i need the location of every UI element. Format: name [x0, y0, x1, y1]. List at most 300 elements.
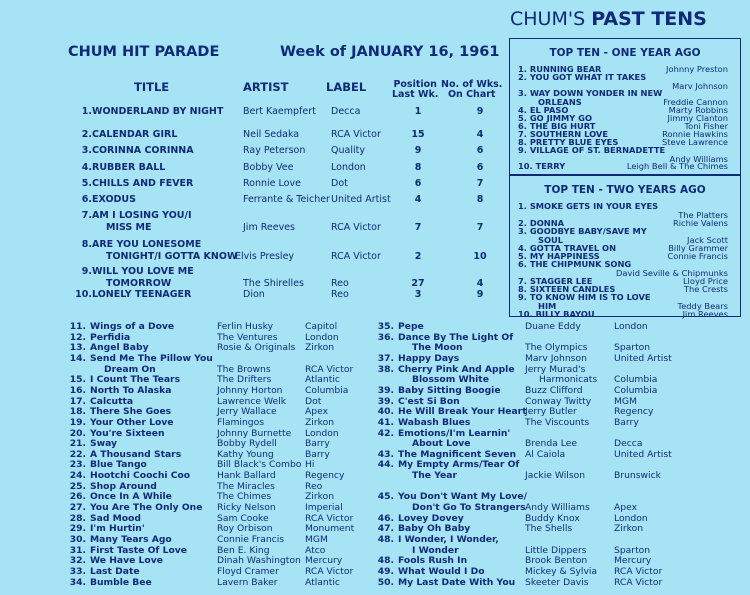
record-label: Imperial — [305, 502, 343, 514]
artist-name: Jim Reeves — [243, 222, 295, 233]
record-label: Zirkon — [305, 416, 335, 428]
rank-number: 41. — [377, 416, 394, 428]
artist-name: Johnny Burnette — [217, 427, 292, 439]
artist-name: Andy Williams — [669, 154, 728, 164]
table-row — [0, 106, 500, 122]
song-title: Wabash Blues — [398, 416, 471, 428]
rank-number: 47. — [377, 523, 394, 535]
artist-name: Dinah Washington — [217, 555, 301, 567]
weeks-on-chart: 6 — [476, 162, 484, 173]
record-label: Sparton — [614, 544, 651, 556]
rank-number: 5. — [518, 250, 527, 261]
past-ten-entry — [518, 310, 730, 319]
record-label: London — [305, 427, 339, 439]
artist-name: Flamingos — [217, 416, 265, 428]
artist-name: Marv Johnson — [672, 81, 728, 92]
song-title: My Empty Arms/Tear Of — [398, 459, 520, 471]
song-title: He Will Break Your Heart — [398, 406, 527, 418]
record-label: Dot — [305, 395, 322, 407]
rank-number: 3. — [518, 225, 527, 236]
song-title: EL PASO — [529, 104, 569, 115]
song-title: Cherry Pink And Apple — [398, 363, 515, 375]
table-row — [0, 162, 500, 178]
song-title: Blossom White — [412, 374, 489, 386]
record-label: United Artist — [331, 194, 391, 205]
weeks-on-chart: 4 — [476, 278, 484, 289]
last-week-position: 15 — [411, 129, 425, 140]
record-label: United Artist — [614, 448, 672, 460]
artist-name: Brenda Lee — [525, 438, 577, 450]
artist-name: Richie Valens — [672, 217, 728, 228]
song-title: Emotions/I'm Learnin' — [398, 427, 511, 439]
artist-name: Ronnie Hawkins — [662, 128, 728, 139]
song-title: Perfidia — [90, 331, 131, 343]
song-title: STAGGER LEE — [529, 275, 593, 286]
rank-number: 25. — [69, 480, 86, 492]
song-title: THE BIG HURT — [529, 120, 596, 131]
artist-name: Little Dippers — [525, 544, 587, 556]
rank-number: 42. — [377, 427, 394, 439]
song-title: I Count The Tears — [90, 374, 181, 386]
last-week-position: 1 — [414, 106, 422, 117]
rank-number: 11. — [69, 321, 86, 332]
song-title: Wings of a Dove — [90, 321, 175, 332]
list-item — [0, 482, 750, 493]
col-title-header: TITLE — [134, 80, 170, 94]
song-title: CHILLS AND FEVER — [92, 178, 194, 189]
rank-number: 2. — [81, 129, 92, 140]
artist-name: Jackie Wilson — [525, 470, 586, 482]
song-title: A Thousand Stars — [90, 448, 182, 460]
rank-number: 31. — [69, 544, 86, 556]
rank-number: 17. — [69, 395, 86, 407]
record-label: RCA Victor — [305, 512, 354, 524]
rank-number: 1. — [81, 106, 92, 117]
list-item — [518, 162, 730, 171]
list-item — [0, 492, 750, 503]
artist-name: Jerry Wallace — [217, 406, 277, 418]
artist-name: Dion — [243, 289, 265, 300]
list-item — [0, 322, 750, 333]
rank-number: 19. — [69, 416, 86, 428]
rank-number: 7. — [518, 128, 527, 139]
record-label: Sparton — [614, 342, 651, 354]
song-title: The Magnificent Seven — [398, 448, 517, 460]
artist-name: Ben E. King — [217, 544, 270, 556]
song-title: About Love — [412, 438, 471, 450]
rank-number: 3. — [518, 88, 527, 99]
record-label: Hi — [305, 459, 315, 471]
record-label: Barry — [614, 416, 639, 428]
last-week-position: 6 — [414, 178, 422, 189]
artist-name: Connie Francis — [217, 534, 285, 545]
record-label: RCA Victor — [331, 251, 381, 262]
song-title: WAY DOWN YONDER IN NEW — [529, 88, 663, 99]
record-label: Decca — [331, 106, 361, 117]
artist-name: David Seville & Chipmunks — [616, 268, 728, 279]
record-label: Zirkon — [305, 342, 335, 354]
record-label: RCA Victor — [305, 565, 354, 577]
rank-number: 18. — [69, 406, 86, 418]
weeks-on-chart: 9 — [476, 106, 484, 117]
rank-number: 8. — [518, 284, 527, 294]
record-label: RCA Victor — [614, 576, 663, 588]
col-label-header: LABEL — [326, 80, 367, 94]
artist-name: Jack Scott — [687, 234, 728, 245]
artist-name: Ferrante & Teicher — [243, 194, 330, 205]
artist-name: Johnny Horton — [217, 384, 283, 396]
weeks-on-chart: 10 — [473, 251, 487, 262]
rank-number: 29. — [69, 523, 86, 535]
week-label: Week of JANUARY 16, 1961 — [280, 44, 500, 60]
table-row — [0, 145, 500, 161]
record-label: Reo — [305, 480, 323, 492]
song-title: PRETTY BLUE EYES — [529, 136, 619, 147]
rank-number: 8. — [518, 136, 527, 147]
artist-name: Bill Black's Combo — [217, 459, 302, 471]
rank-number: 39. — [377, 384, 394, 396]
rank-number: 6. — [81, 194, 92, 205]
artist-name: Elvis Presley — [235, 251, 295, 262]
artist-name: Kathy Young — [217, 448, 274, 460]
brand-suffix: PAST TENS — [591, 8, 707, 30]
record-label: Atco — [305, 544, 326, 556]
song-title: ARE YOU LONESOME — [92, 239, 202, 250]
record-label: Mercury — [305, 555, 343, 567]
song-title: Shop Around — [90, 480, 157, 492]
artist-name: Marv Johnson — [525, 352, 587, 364]
rank-number: 45. — [377, 491, 394, 503]
rank-number: 10. — [518, 161, 533, 172]
last-week-position: 7 — [414, 222, 422, 233]
rank-number: 4. — [518, 104, 527, 115]
artist-name: The Shirelles — [243, 278, 304, 289]
song-title: Sad Mood — [90, 512, 141, 524]
artist-name: Leigh Bell & The Chimes — [626, 161, 728, 172]
song-title: LONELY TEENAGER — [92, 289, 192, 300]
artist-name: Lawrence Welk — [217, 395, 287, 407]
one-year-ago-heading: TOP TEN - ONE YEAR AGO — [549, 47, 701, 59]
song-title: CORINNA CORINNA — [92, 145, 194, 156]
rank-number: 40. — [377, 406, 394, 418]
artist-name: The Platters — [678, 210, 728, 220]
brand-prefix: CHUM'S — [510, 8, 586, 30]
song-title: I Wonder — [412, 544, 459, 556]
parade-title: CHUM HIT PARADE — [68, 44, 220, 60]
rank-number: 14. — [69, 352, 86, 364]
rank-number: 20. — [69, 427, 86, 439]
rank-number: 4. — [81, 162, 92, 173]
list-item — [0, 418, 750, 429]
record-label: Barry — [305, 438, 330, 450]
rank-number: 33. — [69, 565, 86, 577]
table-row — [0, 239, 500, 262]
song-title: Fools Rush In — [398, 555, 468, 567]
song-title: Angel Baby — [90, 342, 149, 354]
weeks-on-chart: 9 — [476, 289, 484, 300]
artist-name: Freddie Cannon — [663, 97, 728, 108]
rank-number: 38. — [377, 363, 394, 375]
list-item — [518, 310, 730, 319]
song-title: You Don't Want My Love/ — [398, 491, 527, 503]
rank-number: 1. — [518, 64, 527, 74]
weeks-on-chart: 4 — [476, 129, 484, 140]
table-row — [0, 289, 500, 305]
list-item — [0, 567, 750, 578]
artist-name: Johnny Preston — [666, 64, 728, 74]
rank-number: 10. — [518, 308, 533, 319]
rank-number: 24. — [69, 470, 86, 482]
record-label: RCA Victor — [614, 565, 663, 577]
record-label: Reo — [331, 289, 349, 300]
record-label: Columbia — [305, 384, 349, 396]
artist-name: The Crests — [683, 284, 728, 294]
artist-name: The Olympics — [525, 342, 588, 354]
song-title: Don't Go To Strangers — [412, 502, 526, 514]
record-label: Apex — [305, 406, 329, 418]
rank-number: 5. — [81, 178, 92, 189]
song-title: You Are The Only One — [90, 502, 203, 514]
rank-number: 30. — [69, 534, 86, 545]
last-week-position: 8 — [414, 162, 422, 173]
rank-number: 6. — [518, 120, 527, 131]
song-title: Blue Tango — [90, 459, 147, 471]
artist-name: Mickey & Sylvia — [525, 565, 598, 577]
rank-number: 35. — [377, 321, 394, 332]
artist-name: Jerry Murad's — [525, 363, 586, 375]
rank-number: 8. — [81, 239, 92, 250]
record-label: London — [614, 512, 648, 524]
rank-number: 49. — [377, 565, 394, 577]
past-ten-entry — [518, 162, 730, 171]
list-item — [0, 386, 750, 397]
song-title: WONDERLAND BY NIGHT — [92, 106, 224, 117]
two-years-ago-box — [509, 175, 741, 317]
record-label: Monument — [305, 523, 355, 535]
artist-name: Neil Sedaka — [243, 129, 300, 140]
rank-number: 32. — [69, 555, 86, 567]
song-title: AM I LOSING YOU/I — [92, 210, 192, 221]
song-title: Last Date — [90, 565, 140, 577]
rank-number: 4. — [518, 242, 527, 253]
record-label: RCA Victor — [331, 222, 381, 233]
record-label: Barry — [305, 448, 330, 460]
record-label: London — [614, 321, 648, 332]
artist-name: Buddy Knox — [525, 512, 580, 524]
artist-name: Brook Benton — [525, 555, 588, 567]
last-week-position: 3 — [414, 289, 422, 300]
artist-name: The Ventures — [217, 331, 278, 343]
song-title: GOTTA TRAVEL ON — [529, 242, 617, 253]
song-title: First Taste Of Love — [90, 544, 187, 556]
record-label: Decca — [614, 438, 643, 450]
song-title: C'est Si Bon — [398, 395, 460, 407]
weeks-on-chart: 8 — [476, 194, 484, 205]
song-title: North To Alaska — [90, 384, 172, 396]
song-title: DONNA — [529, 217, 565, 228]
artist-name: Hank Ballard — [217, 470, 276, 482]
weeks-on-chart: 6 — [476, 145, 484, 156]
record-label: Columbia — [614, 384, 658, 396]
rank-number: 43. — [377, 448, 394, 460]
table-row — [0, 210, 500, 233]
rank-number: 9. — [518, 292, 527, 303]
rank-number: 39. — [377, 395, 394, 407]
song-title: VILLAGE OF ST. BERNADETTE — [529, 145, 666, 155]
rank-number: 5. — [518, 112, 527, 123]
artist-name: Lloyd Price — [682, 275, 728, 286]
weeks-on-chart: 7 — [476, 178, 484, 189]
record-label: Apex — [614, 502, 638, 514]
song-title-continued: MISS ME — [106, 222, 152, 233]
record-label: United Artist — [614, 352, 672, 364]
song-title: TO KNOW HIM IS TO LOVE — [529, 292, 651, 303]
rank-number: 36. — [377, 331, 394, 343]
song-title: Many Tears Ago — [90, 534, 172, 545]
record-label: Zirkon — [305, 491, 335, 503]
col-weeks-header: No. of Wks. On Chart — [441, 79, 503, 100]
record-label: Dot — [331, 178, 348, 189]
song-title: GO JIMMY GO — [529, 112, 593, 123]
song-title: RUNNING BEAR — [529, 64, 602, 74]
rank-number: 44. — [377, 459, 394, 471]
song-title: WILL YOU LOVE ME — [92, 266, 194, 277]
rank-number: 9. — [81, 266, 92, 277]
song-title: RUBBER BALL — [92, 162, 166, 173]
song-title: TERRY — [535, 161, 566, 172]
table-row — [0, 129, 500, 145]
song-title: Send Me The Pillow You — [90, 352, 213, 364]
rank-number: 7. — [81, 210, 92, 221]
artist-name: Sam Cooke — [217, 512, 269, 524]
rank-number: 28. — [69, 512, 86, 524]
last-week-position: 27 — [411, 278, 425, 289]
record-label: Quality — [331, 145, 365, 156]
record-label: Brunswick — [614, 470, 661, 482]
two-years-ago-heading: TOP TEN - TWO YEARS AGO — [544, 184, 706, 196]
song-title: What Would I Do — [398, 565, 485, 577]
rank-number: 2. — [518, 217, 527, 228]
rank-number: 34. — [69, 576, 86, 588]
song-title: EXODUS — [92, 194, 136, 205]
artist-name: Al Caiola — [525, 448, 566, 460]
song-title: Bumble Bee — [90, 576, 152, 588]
record-label: Capitol — [305, 321, 338, 332]
list-item — [0, 471, 750, 482]
song-title: Your Other Love — [90, 416, 174, 428]
rank-number: 23. — [69, 459, 86, 471]
artist-name: Ricky Nelson — [217, 502, 276, 514]
song-title: Lovey Dovey — [398, 512, 464, 524]
rank-number: 26. — [69, 491, 86, 503]
list-item — [0, 578, 750, 589]
song-title: The Moon — [412, 342, 463, 354]
artist-name: Roy Orbison — [217, 523, 273, 535]
song-title: Sway — [90, 438, 118, 450]
rank-number: 16. — [69, 384, 86, 396]
artist-name: Ronnie Love — [243, 178, 301, 189]
artist-name: Billy Grammer — [668, 242, 728, 253]
song-title: I'm Hurtin' — [90, 523, 145, 535]
record-label: RCA Victor — [331, 129, 381, 140]
record-label: London — [331, 162, 366, 173]
artist-name: The Miracles — [217, 480, 275, 492]
record-label: RCA Victor — [305, 363, 354, 375]
artist-name: Bobby Rydell — [217, 438, 277, 450]
artist-name: Ray Peterson — [243, 145, 306, 156]
artist-name: The Shells — [525, 523, 573, 535]
record-label: Regency — [305, 470, 345, 482]
rank-number: 13. — [69, 342, 86, 354]
last-week-position: 9 — [414, 145, 422, 156]
song-title: SMOKE GETS IN YOUR EYES — [529, 201, 659, 211]
artist-name: The Chimes — [217, 491, 272, 503]
record-label: Reo — [331, 278, 349, 289]
list-item — [0, 354, 750, 365]
artist-name: Skeeter Davis — [525, 576, 589, 588]
song-title: Pepe — [398, 321, 424, 332]
rank-number: 22. — [69, 448, 86, 460]
rank-number: 2. — [518, 72, 527, 83]
col-artist-header: ARTIST — [243, 80, 289, 94]
last-week-position: 2 — [414, 251, 422, 262]
artist-name: Andy Williams — [525, 502, 590, 514]
artist-name: Duane Eddy — [525, 321, 581, 332]
rank-number: 37. — [377, 352, 394, 364]
record-label: Zirkon — [614, 523, 644, 535]
rank-number: 1. — [518, 201, 527, 211]
record-label: Atlantic — [305, 576, 340, 588]
rank-number: 10. — [75, 289, 92, 300]
rank-number: 46. — [377, 512, 394, 524]
artist-name: The Browns — [217, 363, 271, 375]
rank-number: 15. — [69, 374, 86, 386]
artist-name: Buzz Clifford — [525, 384, 583, 396]
artist-name: Harmonicats — [539, 374, 598, 386]
artist-name: Bobby Vee — [243, 162, 294, 173]
record-label: Mercury — [614, 555, 652, 567]
song-title: Calcutta — [90, 395, 134, 407]
artist-name: The Drifters — [217, 374, 272, 386]
rank-number: 50. — [377, 576, 394, 588]
artist-name: Connie Francis — [667, 250, 728, 261]
artist-name: Rosie & Originals — [217, 342, 296, 354]
rank-number: 9. — [518, 145, 527, 155]
one-year-ago-box — [509, 38, 741, 175]
table-row — [0, 194, 500, 210]
rank-number: 6. — [518, 259, 527, 270]
song-title: Dream On — [104, 363, 156, 375]
song-title: You're Sixteen — [90, 427, 165, 439]
page-brand-title — [510, 8, 707, 30]
rank-number: 12. — [69, 331, 86, 343]
record-label: Columbia — [614, 374, 658, 386]
song-title: SIXTEEN CANDLES — [529, 284, 616, 294]
rank-number: 21. — [69, 438, 86, 450]
song-title-continued: TOMORROW — [106, 278, 172, 289]
weeks-on-chart: 7 — [476, 222, 484, 233]
record-label: London — [305, 331, 339, 343]
song-title: Baby Sitting Boogie — [398, 384, 501, 396]
table-row — [0, 178, 500, 194]
record-label: Atlantic — [305, 374, 340, 386]
song-title: GOODBYE BABY/SAVE MY — [529, 225, 647, 236]
artist-name: Conway Twitty — [525, 395, 592, 407]
artist-name: Steve Lawrence — [661, 136, 728, 147]
artist-name: Teddy Bears — [677, 301, 728, 312]
song-title: Baby Oh Baby — [398, 523, 471, 535]
artist-name: Lavern Baker — [217, 576, 278, 588]
